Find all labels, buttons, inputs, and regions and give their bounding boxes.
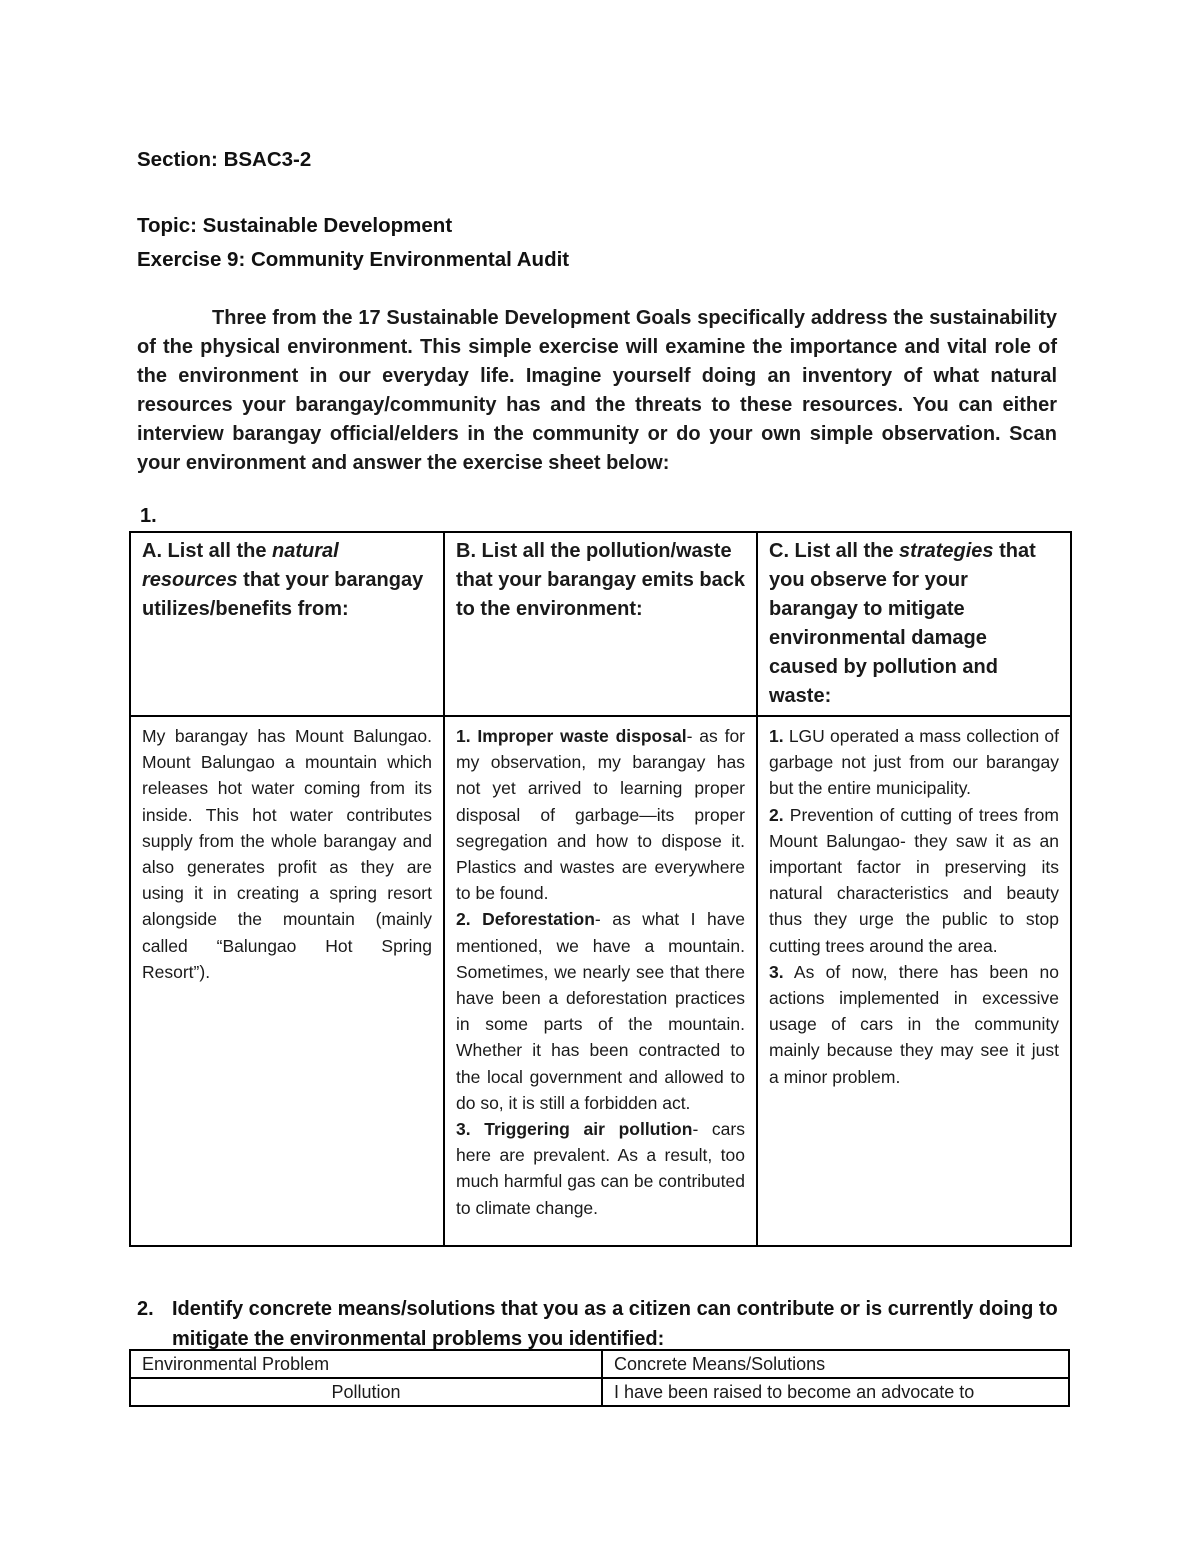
cell-pollution-waste bbox=[444, 716, 757, 1246]
natural-resources-text: My barangay has Mount Balungao. Mount Balungao a mountain which releases hot water coming from its inside. This hot water contributes supply from the whole barangay and also generates profit as they are using it in creating a spring resort alongside the mountain (mainly called “Balungao Hot Spring Resort”). bbox=[142, 726, 432, 982]
pollution-item: 2. Deforestation- as what I have mentioned, we have a mountain. Sometimes, we nearly see that there have been a deforestation practices in some parts of the mountain. Whether it has been contracted to the local government and allowed to do so, it is still a forbidden act. bbox=[456, 909, 745, 1113]
solutions-table-header-row bbox=[130, 1350, 1069, 1378]
topic-heading: Topic: Sustainable Development bbox=[137, 214, 453, 237]
question-2-number: 2. bbox=[137, 1298, 154, 1320]
solution-cell: I have been raised to become an advocate to bbox=[602, 1378, 1069, 1406]
strategy-item: 3. As of now, there has been no actions implemented in excessive usage of cars in the community mainly because they may see it just a minor problem. bbox=[769, 961, 1059, 1087]
intro-text: Three from the 17 Sustainable Development Goals specifically address the sustainability of the physical environment. This simple exercise will examine the importance and vital role of the environment in our everyday life. Imagine yourself doing an inventory of what natural resources your barangay/community has and the threats to these resources. You can either interview barangay official/elders in the community or do your own simple observation. Scan your environment and answer the exercise sheet below: bbox=[137, 307, 1057, 474]
header-pollution-waste: B. List all the pollution/waste that your barangay emits back to the environment: bbox=[444, 532, 757, 716]
question-2 bbox=[137, 1294, 1067, 1354]
audit-table-header-row bbox=[130, 532, 1071, 716]
question-1-number: 1. bbox=[140, 505, 157, 527]
cell-strategies bbox=[757, 716, 1071, 1246]
header-natural-resources: A. List all the natural resources that your barangay utilizes/benefits from: bbox=[130, 532, 444, 716]
question-2-text: Identify concrete means/solutions that you as a citizen can contribute or is currently doing to mitigate the environmental problems you identified: bbox=[172, 1298, 1058, 1350]
header-concrete-means: Concrete Means/Solutions bbox=[602, 1350, 1069, 1378]
section-heading: Section: BSAC3-2 bbox=[137, 148, 312, 171]
header-environmental-problem: Environmental Problem bbox=[130, 1350, 602, 1378]
audit-table-body-row bbox=[130, 716, 1071, 1246]
pollution-item: 3. Triggering air pollution- cars here are prevalent. As a result, too much harmful gas can be contributed to climate change. bbox=[456, 1119, 745, 1218]
strategy-item: 2. Prevention of cutting of trees from Mount Balungao- they saw it as an important factor in preserving its natural characteristics and beauty thus they urge the public to stop cutting trees around the area. bbox=[769, 804, 1059, 956]
problem-cell: Pollution bbox=[130, 1378, 602, 1406]
pollution-item: 1. Improper waste disposal- as for my observation, my barangay has not yet arrived to learning proper disposal of garbage—its proper segregation and how to dispose it. Plastics and wastes are everywhere to be found. bbox=[456, 726, 746, 904]
cell-natural-resources bbox=[130, 716, 444, 1246]
strategy-item: 1. LGU operated a mass collection of garbage not just from our barangay but the entire municipality. bbox=[769, 726, 1059, 799]
audit-table bbox=[129, 531, 1072, 1247]
intro-paragraph bbox=[137, 304, 1057, 478]
solutions-table bbox=[129, 1349, 1070, 1407]
table-row bbox=[130, 1378, 1069, 1406]
exercise-heading: Exercise 9: Community Environmental Audit bbox=[137, 248, 570, 271]
header-strategies: C. List all the strategies that you observe for your barangay to mitigate environmental damage caused by pollution and waste: bbox=[757, 532, 1071, 716]
